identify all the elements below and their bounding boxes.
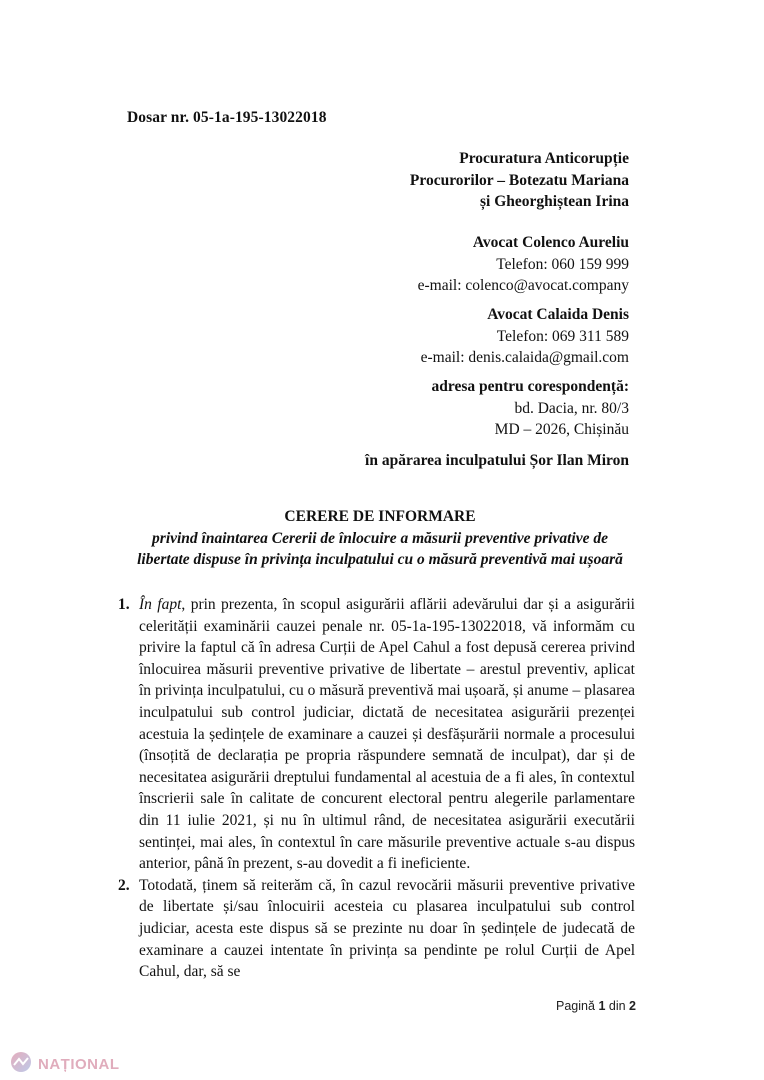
lawyer-block-1 xyxy=(418,232,629,297)
recipient-line-1: Procuratura Anticorupție xyxy=(459,150,629,167)
lawyer-email: e-mail: colenco@avocat.company xyxy=(417,277,629,294)
recipient-line-3: și Gheorghiștean Irina xyxy=(480,193,629,210)
lawyer-phone: Telefon: 060 159 999 xyxy=(496,255,629,273)
address-city: MD – 2026, Chișinău xyxy=(494,421,629,438)
list-item-number: 1. xyxy=(118,596,130,613)
lawyer-name: Avocat Colenco Aureliu xyxy=(472,234,629,251)
page-label: Pagină xyxy=(556,999,595,1013)
title-block xyxy=(100,506,660,571)
address-label: adresa pentru corespondență: xyxy=(431,378,629,395)
page-of: din xyxy=(608,999,626,1013)
case-number: Dosar nr. 05-1a-195-13022018 xyxy=(127,109,327,126)
lawyer-block-2 xyxy=(421,304,629,369)
list-item-text: Totodată, ținem să reiterăm că, în cazul revocării măsurii preventive privative de libertate și/sau înlocuirii acesteia cu plasarea inculpatului sub control judiciar, acesta este dispus să se prezinte nu doar în ședințele de judecată de examinare a cauzei intentate în privința sa pendinte pe rolul Curții de Apel Cahul, dar, să se xyxy=(139,876,635,981)
lawyer-email: e-mail: denis.calaida@gmail.com xyxy=(420,349,629,366)
lawyer-phone: Telefon: 069 311 589 xyxy=(496,327,629,345)
recipient-block xyxy=(410,148,629,213)
list-item-1 xyxy=(118,594,635,875)
document-title: CERERE DE INFORMARE xyxy=(284,508,476,525)
defense-line: în apărarea inculpatului Șor Ilan Miron xyxy=(365,452,629,469)
document-subtitle-line-1: privind înaintarea Cererii de înlocuire a măsurii preventive privative de xyxy=(152,529,608,547)
page-total: 2 xyxy=(629,999,636,1013)
recipient-line-2: Procurorilor – Botezatu Mariana xyxy=(409,171,629,189)
address-block xyxy=(432,376,630,441)
list-item-2 xyxy=(118,875,635,983)
watermark xyxy=(10,1051,120,1078)
document-subtitle-line-2: libertate dispuse în privința inculpatului cu o măsură preventivă mai ușoară xyxy=(137,551,623,568)
list-item-number: 2. xyxy=(118,876,130,894)
national-logo-icon xyxy=(10,1051,32,1078)
address-street: bd. Dacia, nr. 80/3 xyxy=(514,399,629,417)
lawyer-name: Avocat Calaida Denis xyxy=(487,306,629,323)
page-footer xyxy=(556,999,636,1013)
list-item-lead: În fapt xyxy=(139,596,182,613)
body-list xyxy=(118,594,635,983)
list-item-text: , prin prezenta, în scopul asigurării aflării adevărului dar și a asigurării celerității examinării cauzei penale nr. 05-1a-195-13022018, vă informăm cu privire la faptul că în adresa Curții de Apel Cahul a fost depusă cererea privind înlocuirea măsurii preventive privative de libertate – arestul preventiv, aplicat în privința inculpatului, cu o măsură preventivă mai ușoară, și anume – plasarea inculpatului sub control judiciar, dictată de necesitatea asigurării prezenței acestuia la ședințele de examinare a cauzei și desfășurării normale a procesului (însoțită de declarația pe propria răspundere semnată de inculpat), dar și de necesitatea asigurării dreptului fundamental al acestuia de a fi ales, în contextul înscrierii sale în calitate de concurent electoral pentru alegerile parlamentare din 11 iulie 2021, și nu în ultimul rând, de necesitatea asigurării executării sentinței, mai ales, în contextul în care măsurile preventive actuale s-au dispus anterior, până în prezent, s-au dovedit a fi ineficiente. xyxy=(139,596,635,873)
page-current: 1 xyxy=(598,999,606,1013)
watermark-text: NAȚIONAL xyxy=(38,1056,120,1073)
